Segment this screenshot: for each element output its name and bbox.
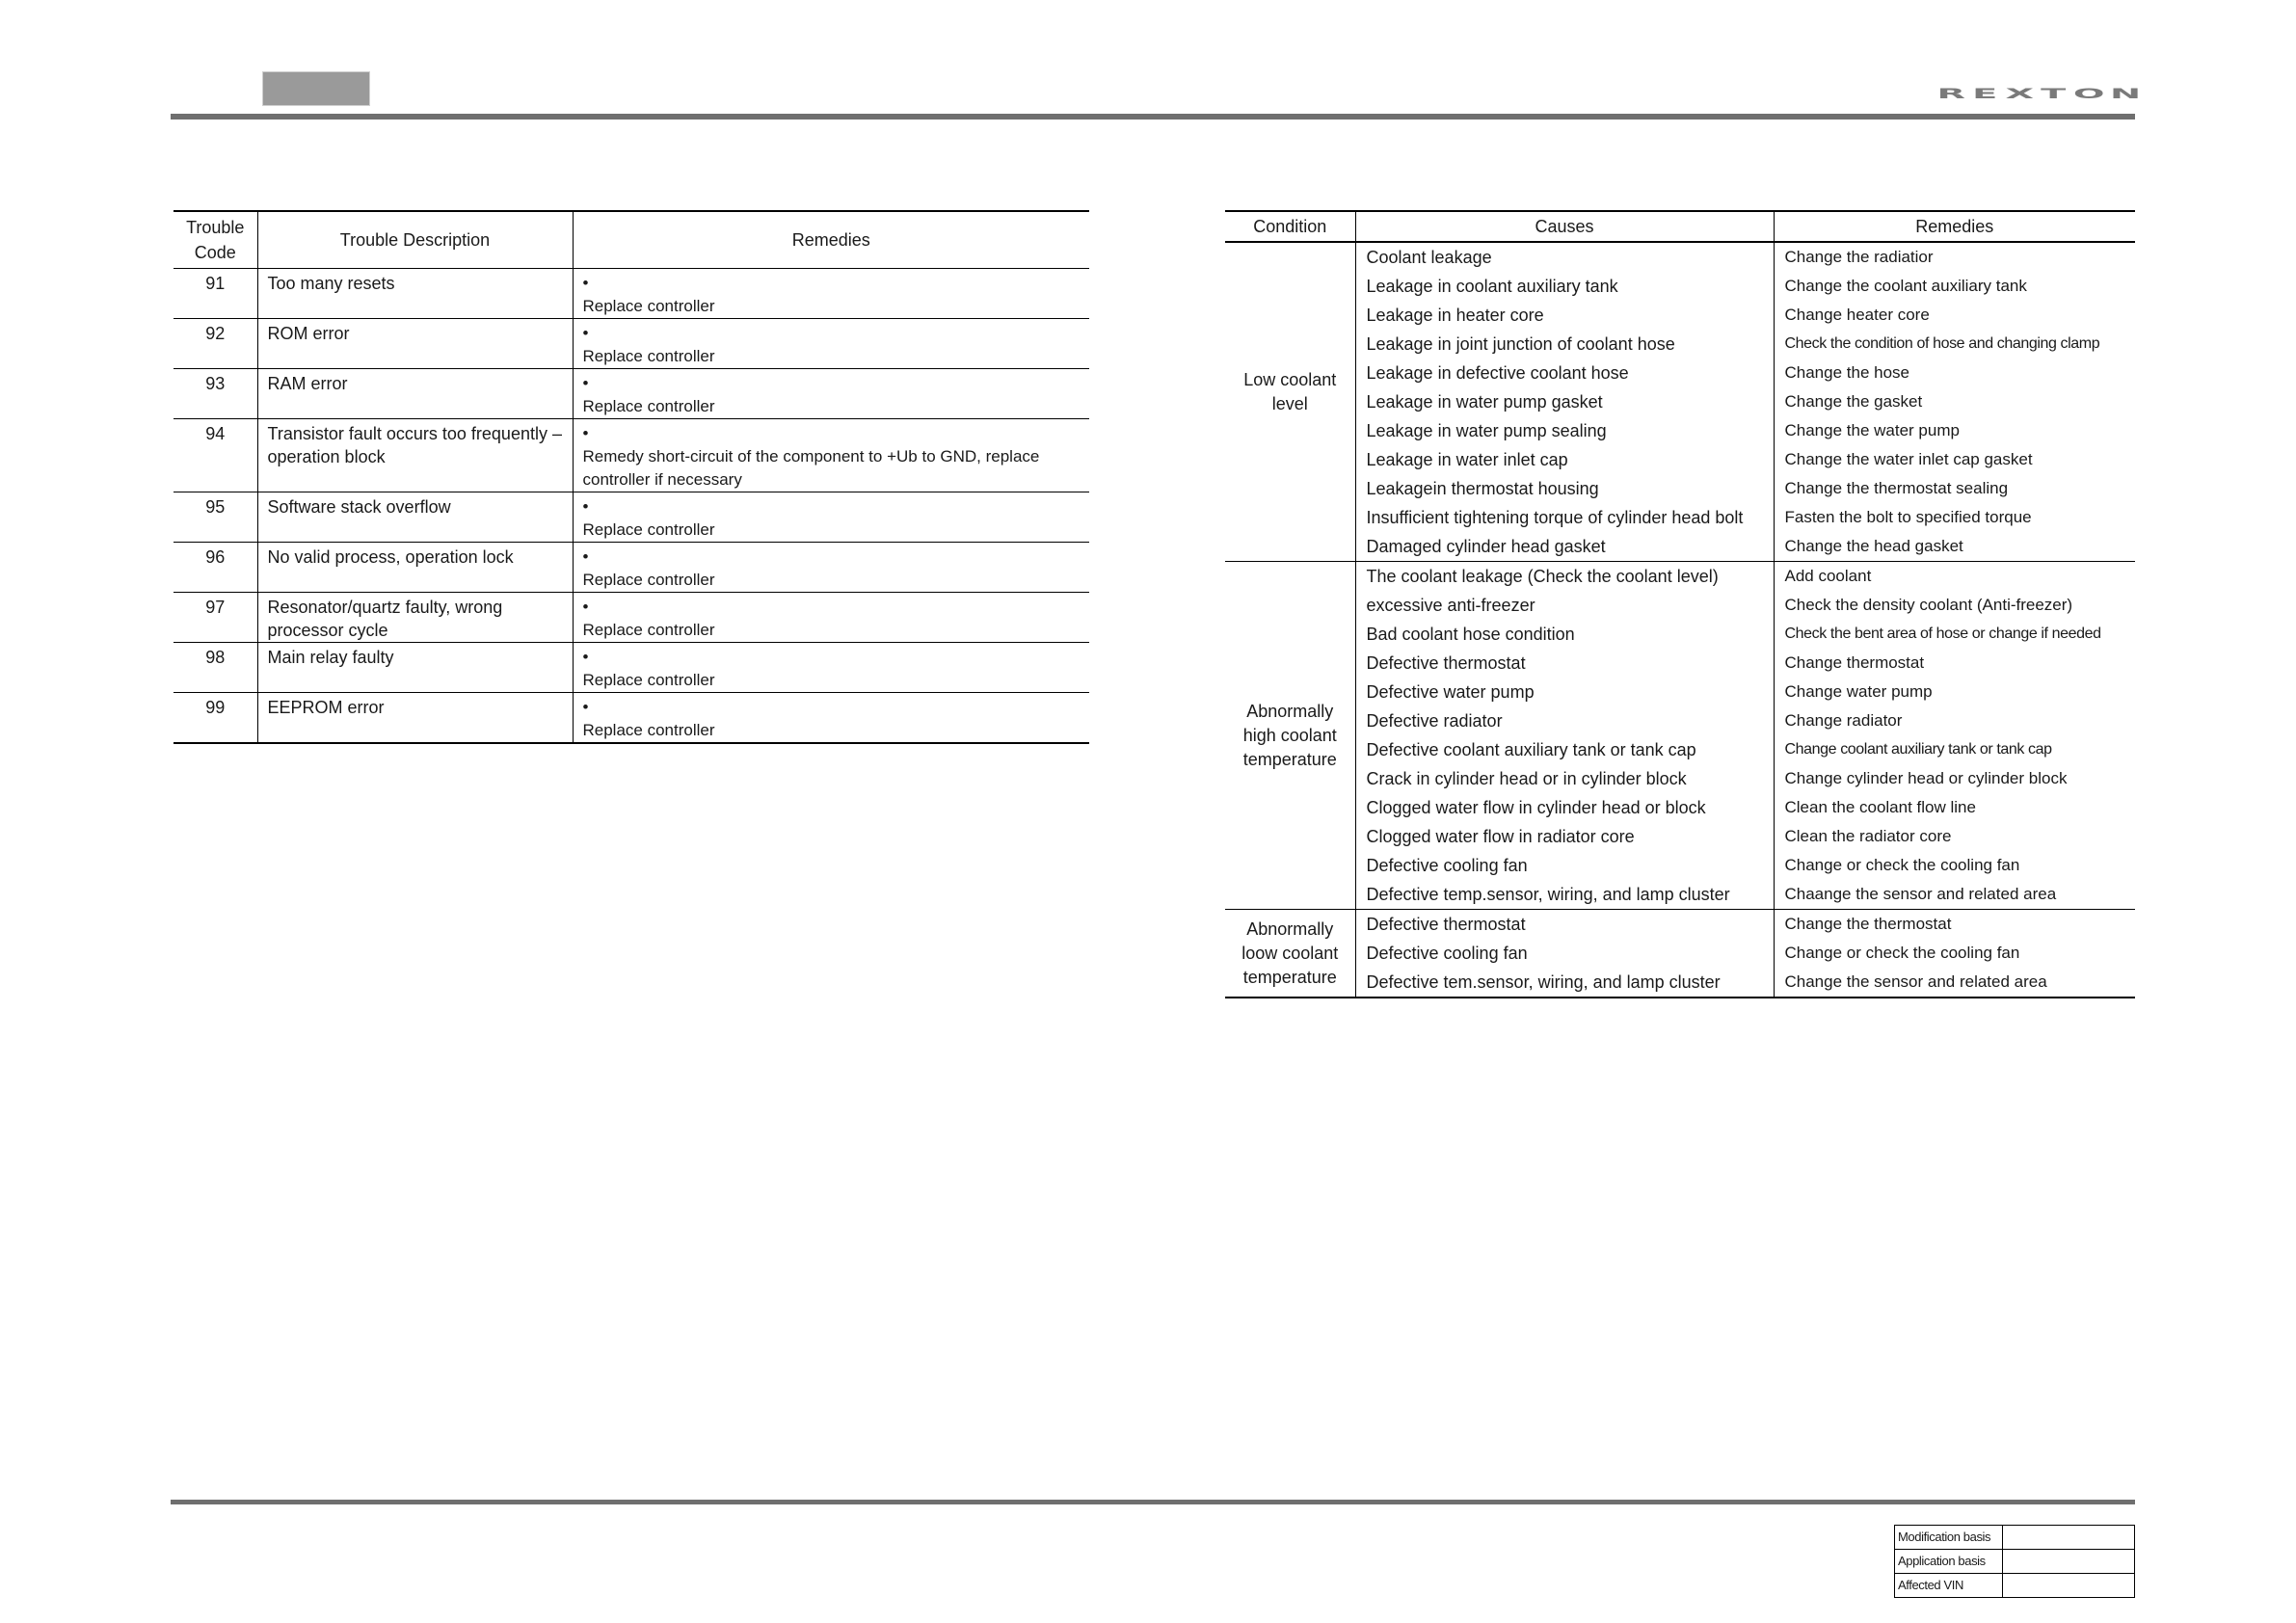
remedy-cell: Change the head gasket [1774,532,2135,562]
remedy-text: Replace controller [582,721,715,739]
table-row [1225,880,2135,910]
header-trouble-code: Trouble Code [186,218,245,262]
remedy-text: Replace controller [582,621,715,639]
table-row [174,269,1089,319]
trouble-code: 94 [205,424,226,443]
remedy-text: Replace controller [582,520,715,539]
remedy-cell: Add coolant [1774,562,2135,592]
table-row [1225,678,2135,706]
cause-cell: Leakage in water inlet cap [1355,445,1774,474]
remedy-cell: Check the bent area of hose or change if needed [1774,620,2135,649]
trouble-table-header-row [174,211,1089,269]
remedy-cell: Change the gasket [1774,387,2135,416]
header-remedies: Remedies [1774,211,2135,242]
header-condition: Condition [1253,216,1327,236]
remedy-cell: Change heater core [1774,301,2135,330]
remedy-cell [573,369,1089,419]
table-row [1225,764,2135,793]
remedy-cell: Check the condition of hose and changing clamp [1774,330,2135,359]
trouble-description: Too many resets [257,269,573,319]
cooling-system-table [1225,210,2135,998]
cause-cell: Bad coolant hose condition [1355,620,1774,649]
cause-cell: Leakage in coolant auxiliary tank [1355,272,1774,301]
remedy-cell [573,492,1089,543]
remedy-cell: Fasten the bolt to specified torque [1774,503,2135,532]
remedy-cell [573,319,1089,369]
bullet-icon: • [582,598,589,616]
revision-row [1895,1550,2135,1574]
table-row [1225,272,2135,301]
cooling-table-header-row [1225,211,2135,242]
bullet-icon: • [582,648,589,666]
revision-row [1895,1574,2135,1598]
remedy-cell: Change water pump [1774,678,2135,706]
revision-value [2003,1526,2135,1550]
cause-cell: Leakage in heater core [1355,301,1774,330]
remedy-cell [573,593,1089,643]
table-row [1225,649,2135,678]
remedy-cell: Check the density coolant (Anti-freezer) [1774,591,2135,620]
bullet-icon: • [582,497,589,516]
cause-cell: Defective cooling fan [1355,851,1774,880]
table-row [1225,706,2135,735]
table-row [1225,822,2135,851]
remedy-cell [573,693,1089,744]
remedy-cell: Change the water inlet cap gasket [1774,445,2135,474]
remedy-cell: Clean the coolant flow line [1774,793,2135,822]
remedy-cell: Change the sensor and related area [1774,968,2135,998]
remedy-cell: Change or check the cooling fan [1774,939,2135,968]
remedy-cell: Change the radiatior [1774,242,2135,272]
table-row [174,492,1089,543]
trouble-description: No valid process, operation lock [257,543,573,593]
trouble-code: 92 [205,324,226,343]
remedy-cell [573,643,1089,693]
remedy-cell: Change the coolant auxiliary tank [1774,272,2135,301]
remedy-cell: Change or check the cooling fan [1774,851,2135,880]
table-row [1225,910,2135,940]
bullet-icon: • [582,424,589,442]
cause-cell: excessive anti-freezer [1355,591,1774,620]
trouble-code: 93 [205,374,226,393]
trouble-code: 91 [205,274,226,293]
cause-cell: Leakage in joint junction of coolant hose [1355,330,1774,359]
table-row [1225,445,2135,474]
table-row [1225,562,2135,592]
trouble-description: Transistor fault occurs too frequently – operation block [257,419,573,492]
revision-row [1895,1526,2135,1550]
table-row [1225,330,2135,359]
header-divider [171,114,2135,120]
trouble-code: 98 [205,648,226,667]
cause-cell: Defective cooling fan [1355,939,1774,968]
trouble-code-table [174,210,1089,744]
cause-cell: Defective coolant auxiliary tank or tank cap [1355,735,1774,764]
table-row [1225,735,2135,764]
revision-info-box [1894,1525,2135,1598]
cause-cell: Defective water pump [1355,678,1774,706]
cause-cell: Leakage in water pump gasket [1355,387,1774,416]
table-row [174,319,1089,369]
trouble-code: 95 [205,497,226,517]
revision-value [2003,1550,2135,1574]
remedy-cell: Change the thermostat [1774,910,2135,940]
cause-cell: Leakagein thermostat housing [1355,474,1774,503]
condition-cell: Abnormally loow coolant temperature [1225,910,1355,998]
table-row [174,543,1089,593]
cause-cell: Coolant leakage [1355,242,1774,272]
table-row [1225,359,2135,387]
cause-cell: Clogged water flow in cylinder head or block [1355,793,1774,822]
trouble-description: EEPROM error [257,693,573,744]
trouble-code: 99 [205,698,226,717]
remedy-cell: Change cylinder head or cylinder block [1774,764,2135,793]
bullet-icon: • [582,274,589,292]
table-row [1225,387,2135,416]
revision-label: Application basis [1895,1550,2003,1574]
remedy-text: Remedy short-circuit of the component to +Ub to GND, replace controller if necessary [582,447,1040,489]
trouble-code: 96 [205,547,226,567]
header-section-tab [262,71,370,106]
table-row [174,593,1089,643]
remedy-cell [573,543,1089,593]
cause-cell: The coolant leakage (Check the coolant level) [1355,562,1774,592]
cause-cell: Defective tem.sensor, wiring, and lamp cluster [1355,968,1774,998]
condition-cell: Low coolant level [1225,242,1355,562]
remedy-text: Replace controller [582,571,715,589]
trouble-description: Main relay faulty [257,643,573,693]
remedy-text: Replace controller [582,671,715,689]
table-row [1225,242,2135,272]
cause-cell: Defective temp.sensor, wiring, and lamp cluster [1355,880,1774,910]
remedy-text: Replace controller [582,347,715,365]
table-row [174,693,1089,744]
table-row [1225,968,2135,998]
table-row [1225,301,2135,330]
remedy-text: Replace controller [582,397,715,415]
trouble-description: Software stack overflow [257,492,573,543]
condition-cell: Abnormally high coolant temperature [1225,562,1355,910]
trouble-code: 97 [205,598,226,617]
header-causes: Causes [1355,211,1774,242]
cause-cell: Insufficient tightening torque of cylinder head bolt [1355,503,1774,532]
footer-divider [171,1500,2135,1504]
rexton-logo: R E X T O N [1936,85,2142,102]
table-row [1225,620,2135,649]
remedy-cell: Change radiator [1774,706,2135,735]
trouble-description: Resonator/quartz faulty, wrong processor cycle [257,593,573,643]
remedy-cell: Change the thermostat sealing [1774,474,2135,503]
bullet-icon: • [582,547,589,566]
bullet-icon: • [582,698,589,716]
header-trouble-description: Trouble Description [257,211,573,269]
remedy-cell: Change coolant auxiliary tank or tank cap [1774,735,2135,764]
table-row [1225,474,2135,503]
cause-cell: Leakage in water pump sealing [1355,416,1774,445]
revision-label: Affected VIN [1895,1574,2003,1598]
table-row [1225,939,2135,968]
remedy-cell [573,269,1089,319]
table-row [174,419,1089,492]
revision-value [2003,1574,2135,1598]
remedy-cell: Change the water pump [1774,416,2135,445]
bullet-icon: • [582,324,589,342]
cause-cell: Crack in cylinder head or in cylinder block [1355,764,1774,793]
table-row [174,369,1089,419]
cause-cell: Defective radiator [1355,706,1774,735]
table-row [1225,851,2135,880]
cause-cell: Defective thermostat [1355,910,1774,940]
trouble-description: RAM error [257,369,573,419]
table-row [174,643,1089,693]
remedy-cell [573,419,1089,492]
cause-cell: Defective thermostat [1355,649,1774,678]
trouble-description: ROM error [257,319,573,369]
revision-label: Modification basis [1895,1526,2003,1550]
cause-cell: Clogged water flow in radiator core [1355,822,1774,851]
header-remedies: Remedies [573,211,1089,269]
remedy-cell: Change the hose [1774,359,2135,387]
remedy-cell: Chaange the sensor and related area [1774,880,2135,910]
remedy-cell: Clean the radiator core [1774,822,2135,851]
table-row [1225,503,2135,532]
remedy-cell: Change thermostat [1774,649,2135,678]
table-row [1225,416,2135,445]
cause-cell: Leakage in defective coolant hose [1355,359,1774,387]
cause-cell: Damaged cylinder head gasket [1355,532,1774,562]
remedy-text: Replace controller [582,297,715,315]
table-row [1225,591,2135,620]
table-row [1225,532,2135,562]
table-row [1225,793,2135,822]
bullet-icon: • [582,374,589,392]
